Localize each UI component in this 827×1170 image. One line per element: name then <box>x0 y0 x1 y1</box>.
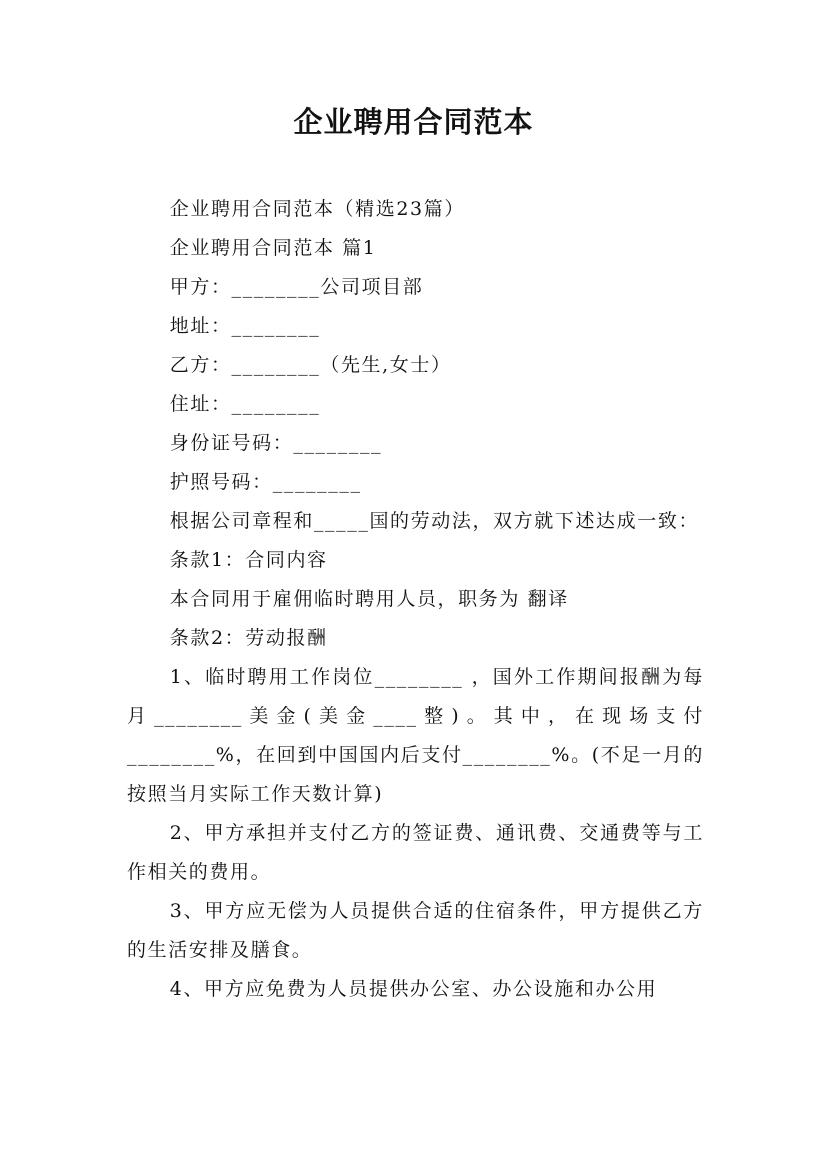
paragraph-clause-1-content: 本合同用于雇佣临时聘用人员，职务为 翻译 <box>169 588 569 610</box>
paragraph-section-heading: 企业聘用合同范本 篇1 <box>169 237 377 259</box>
paragraph-preamble: 根据公司章程和_____国的劳动法，双方就下述达成一致： <box>169 510 700 532</box>
paragraph-address-a: 地址：________ <box>169 315 321 337</box>
paragraph-item-1: 1、临时聘用工作岗位________ ，国外工作期间报酬为每月________美金(美金____整)。其中，在现场支付________%，在回到中国国内后支付________%。(不足一月的按照当月实际工作天数计算) <box>127 666 704 805</box>
paragraph-item-2: 2、甲方承担并支付乙方的签证费、通讯费、交通费等与工作相关的费用。 <box>127 822 704 883</box>
paragraph-subtitle: 企业聘用合同范本（精选23篇） <box>169 198 465 220</box>
paragraph-item-3: 3、甲方应无偿为人员提供合适的住宿条件，甲方提供乙方的生活安排及膳食。 <box>127 900 704 961</box>
paragraph-party-b: 乙方：________（先生,女士） <box>169 354 452 376</box>
paragraph-passport-number: 护照号码：________ <box>169 471 362 493</box>
document-title: 企业聘用合同范本 <box>293 105 534 139</box>
paragraph-clause-2-heading: 条款2：劳动报酬 <box>169 627 328 649</box>
paragraph-item-4: 4、甲方应免费为人员提供办公室、办公设施和办公用 <box>169 978 658 1000</box>
paragraph-party-a: 甲方：________公司项目部 <box>169 276 424 298</box>
document-body <box>127 190 704 1009</box>
paragraph-address-b: 住址：________ <box>169 393 321 415</box>
paragraph-id-number: 身份证号码：________ <box>169 432 383 454</box>
paragraph-clause-1-heading: 条款1：合同内容 <box>169 549 328 571</box>
